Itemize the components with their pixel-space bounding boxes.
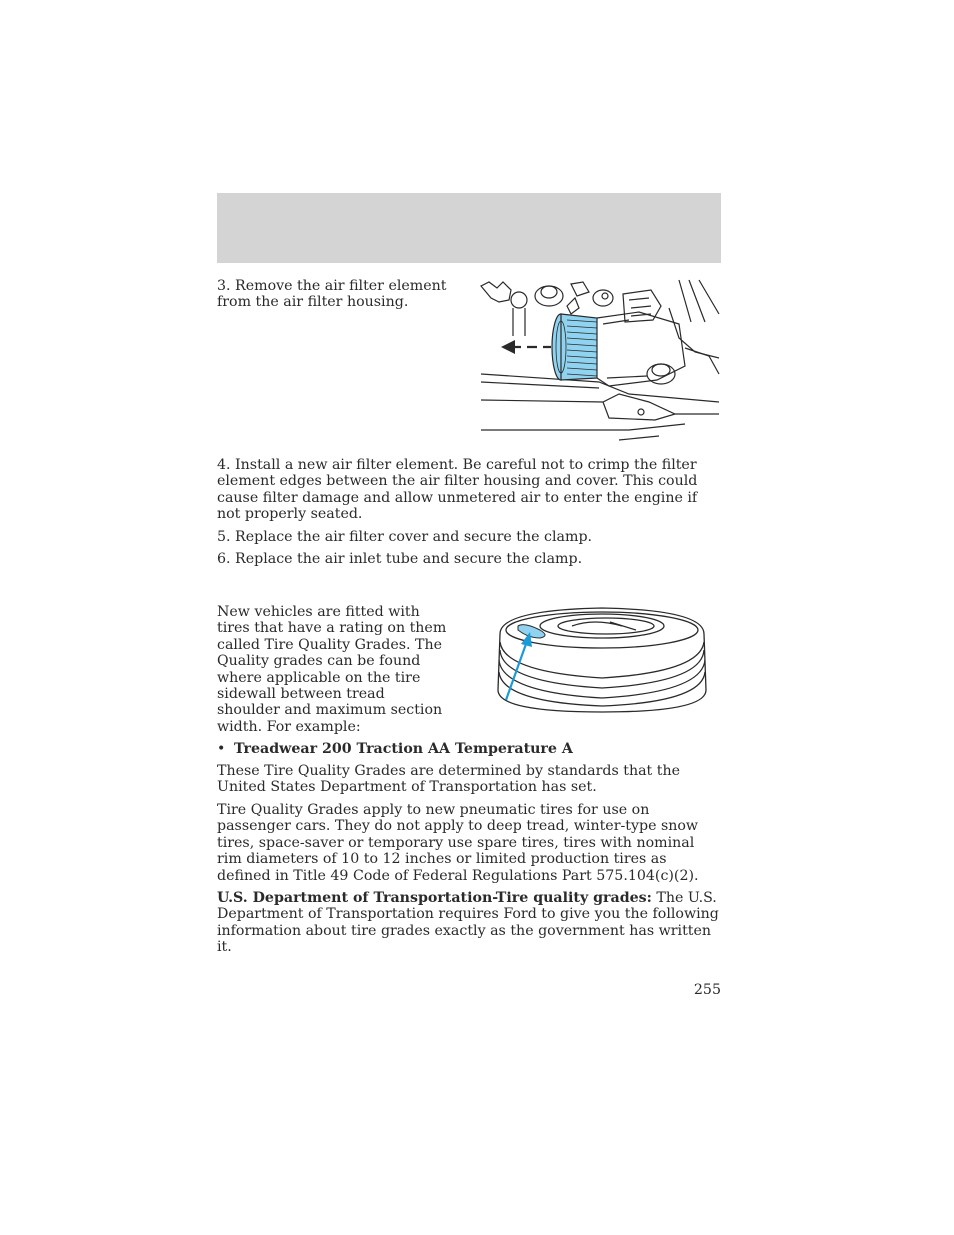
tire-intro-text: New vehicles are fitted with tires that have a rating on them called Tire Quality Grades. The Quality grades can be found where applicable on the tire sidewall between tread shoulder and maximum section width. For example: <box>217 604 447 735</box>
step-6-text: 6. Replace the air inlet tube and secure the clamp. <box>217 551 583 567</box>
step-3-text: 3. Remove the air filter element from the air filter housing. <box>217 278 447 311</box>
page-number: 255 <box>693 982 721 998</box>
removal-arrow-icon <box>501 340 551 354</box>
paragraph-dot-requirements <box>217 890 721 956</box>
dot-body: The U.S. Department of Transportation requires Ford to give you the following information about tire grades exactly as the government has written it. <box>217 890 719 956</box>
paragraph-standards: These Tire Quality Grades are determined by standards that the United States Department of Transportation has set. <box>217 763 680 796</box>
bullet-dot: • <box>217 741 226 757</box>
air-filter-element <box>552 314 597 380</box>
section-header-band <box>217 193 721 263</box>
step-4-text: 4. Install a new air filter element. Be careful not to crimp the filter element edges between the air filter housing and cover. This could cause filter damage and allow unmetered air to enter the engine if not properly seated. <box>217 457 698 523</box>
tire-grade-example <box>217 741 721 757</box>
tire-sidewall-illustration <box>494 604 709 716</box>
air-filter-illustration <box>479 278 721 444</box>
dot-heading: U.S. Department of Transportation-Tire quality grades: <box>217 890 652 906</box>
paragraph-applicability: Tire Quality Grades apply to new pneumatic tires for use on passenger cars. They do not apply to deep tread, winter-type snow tires, space-saver or temporary use spare tires, tires with nominal rim diameters of 10 to 12 inches or limited production tires as defined in Title 49 Code of Federal Regulations Part 575.104(c)(2). <box>217 802 699 884</box>
step-5-text: 5. Replace the air filter cover and secure the clamp. <box>217 529 593 545</box>
tire-grade-example-text: Treadwear 200 Traction AA Temperature A <box>234 741 573 757</box>
